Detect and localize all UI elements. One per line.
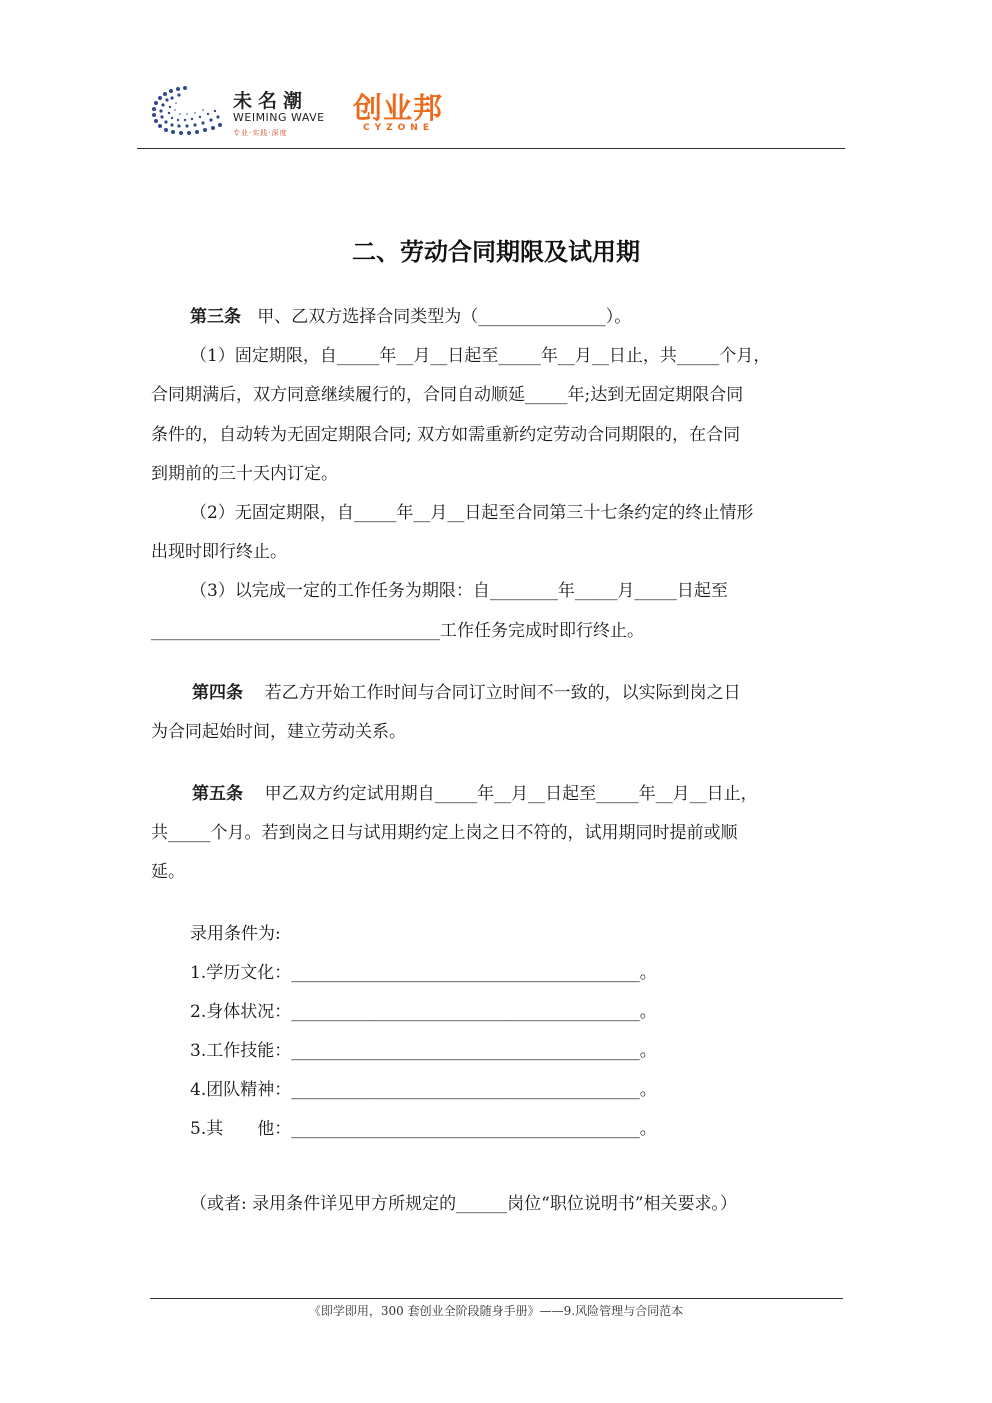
section-title: 二、劳动合同期限及试用期 — [352, 238, 640, 266]
article-3-p3-line-2: __________________________________工作任务完成时即行终止。 — [151, 621, 644, 641]
article-3-p2-line-2: 出现时即行终止。 — [151, 542, 287, 562]
article-3-p1-line-4: 到期前的三十天内订定。 — [151, 464, 338, 484]
conditions-intro: 录用条件为: — [190, 924, 281, 944]
article-3-text: 甲、乙双方选择合同类型为（_______________）。 — [257, 307, 632, 327]
article-4-line-2: 为合同起始时间，建立劳动关系。 — [151, 722, 406, 742]
article-3-line-1 — [190, 306, 631, 328]
header-divider — [137, 148, 845, 149]
article-5-heading: 第五条 — [192, 784, 243, 804]
condition-item: 5.其 他：_________________________________________。 — [190, 1119, 657, 1139]
weiming-wave-logo-icon — [145, 80, 225, 142]
article-4-text: 若乙方开始工作时间与合同订立时间不一致的，以实际到岗之日 — [264, 683, 741, 703]
logo-weiming-cn: 未名潮 — [233, 90, 309, 112]
article-5-line-2: 共_____个月。若到岗之日与试用期约定上岗之日不符的，试用期同时提前或顺 — [151, 823, 738, 843]
condition-item: 1.学历文化：_________________________________________。 — [190, 963, 657, 983]
article-5-text: 甲乙双方约定试用期自_____年__月__日起至_____年__月__日止， — [264, 784, 758, 804]
conditions-note: （或者: 录用条件详见甲方所规定的______岗位“职位说明书”相关要求。） — [190, 1194, 738, 1214]
article-4-heading: 第四条 — [192, 683, 243, 703]
footer-divider — [150, 1298, 843, 1299]
article-3-p1-line-2: 合同期满后，双方同意继续履行的，合同自动顺延_____年;达到无固定期限合同 — [151, 385, 744, 405]
article-3-heading: 第三条 — [190, 307, 241, 327]
article-3-p3-line-1: （3）以完成一定的工作任务为期限：自________年_____月_____日起至 — [190, 581, 728, 601]
article-5-line-1 — [192, 783, 758, 805]
article-3-p1-line-3: 条件的，自动转为无固定期限合同; 双方如需重新约定劳动合同期限的，在合同 — [151, 425, 741, 445]
article-3-p2-line-1: （2）无固定期限，自_____年__月__日起至合同第三十七条约定的终止情形 — [190, 503, 754, 523]
article-5-line-3: 延。 — [151, 862, 185, 882]
header-logos — [145, 80, 465, 145]
condition-item: 2.身体状况：_________________________________________。 — [190, 1002, 657, 1022]
logo-weiming-en: WEIMING WAVE — [233, 111, 325, 124]
article-3-p1-line-1: （1）固定期限，自_____年__月__日起至_____年__月__日止，共_____个月， — [190, 346, 771, 366]
logo-cyzone-cn: 创业邦 — [353, 91, 444, 125]
logo-cyzone-en: CYZONE — [363, 123, 434, 133]
article-4-line-1 — [192, 682, 741, 704]
page-footer: 《即学即用，300 套创业全阶段随身手册》——9.风险管理与合同范本 — [308, 1304, 684, 1318]
condition-item: 3.工作技能：_________________________________________。 — [190, 1041, 657, 1061]
condition-item: 4.团队精神：_________________________________________。 — [190, 1080, 657, 1100]
logo-weiming-tagline: 专业·实践·深度 — [233, 129, 288, 137]
